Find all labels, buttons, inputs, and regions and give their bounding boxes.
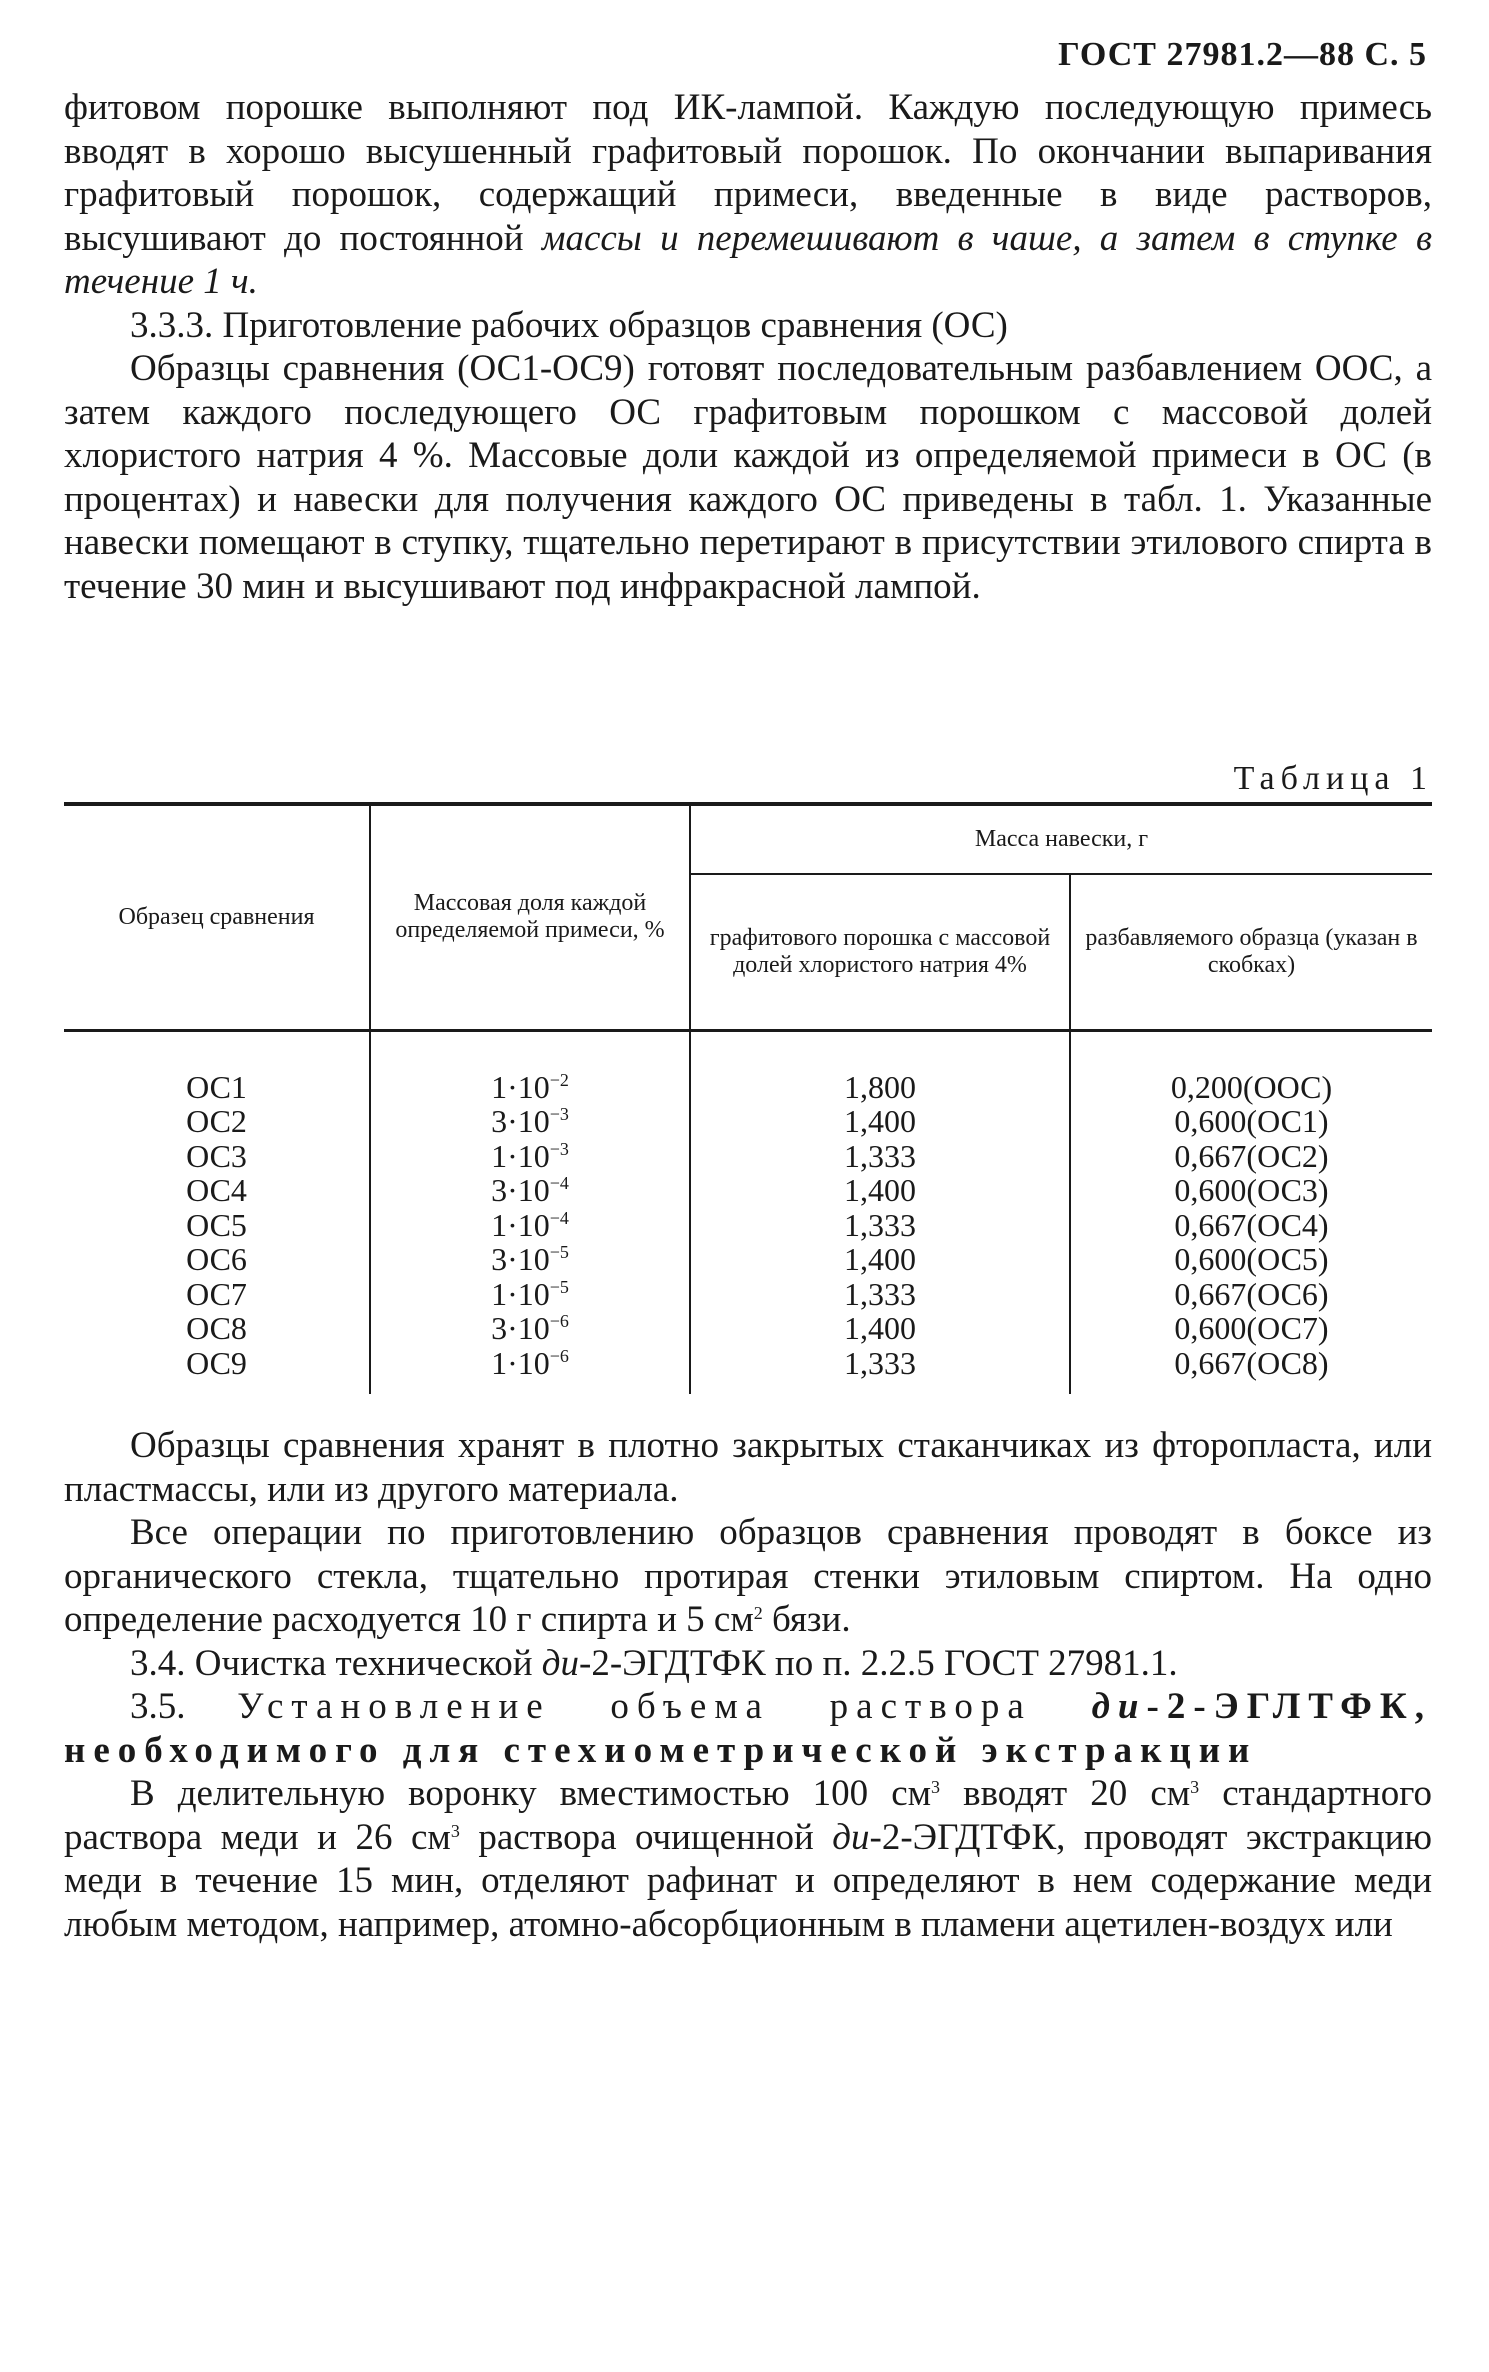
header-fraction: Массовая доля каждой определяемой примеси, %	[370, 804, 690, 1030]
cell-graphite: 1,800	[690, 1030, 1070, 1104]
cell-diluted: 0,667(ОС6)	[1070, 1277, 1432, 1312]
cell-fraction: $1\cdot 10^{-4}$	[370, 1208, 690, 1243]
cell-diluted: 0,600(ОС3)	[1070, 1173, 1432, 1208]
cell-fraction: $3\cdot 10^{-3}$	[370, 1104, 690, 1139]
cell-graphite: 1,400	[690, 1104, 1070, 1139]
operations-paragraph: Все операции по приготовлению образцов сравнения проводят в боксе из органического стекла, тщательно протирая стенки этиловым спиртом. На одно определение расходуется 10 г спирта и 5 $см^2$ бязи.	[64, 1512, 1432, 1640]
table-row	[64, 1030, 1432, 1104]
cell-graphite: 1,333	[690, 1277, 1070, 1312]
cell-graphite: 1,400	[690, 1311, 1070, 1346]
table-1	[64, 802, 1432, 1394]
storage-paragraph: Образцы сравнения хранят в плотно закрытых стаканчиках из фторопласта, или пластмассы, или из другого материала.	[64, 1425, 1432, 1510]
header-diluted: разбавляемого образца (указан в скобках)	[1070, 874, 1432, 1030]
cell-sample: ОС2	[186, 1103, 247, 1139]
cell-graphite: 1,400	[690, 1242, 1070, 1277]
table-row	[64, 1173, 1432, 1208]
table-row	[64, 1104, 1432, 1139]
table-row	[64, 1242, 1432, 1277]
cell-graphite: 1,333	[690, 1139, 1070, 1174]
table-row	[64, 1208, 1432, 1243]
header-mass: Масса навески, г	[690, 804, 1432, 874]
table-row	[64, 1139, 1432, 1174]
cell-fraction: $1\cdot 10^{-6}$	[370, 1346, 690, 1395]
cell-sample: ОС6	[186, 1241, 247, 1277]
cell-fraction: $3\cdot 10^{-6}$	[370, 1311, 690, 1346]
cell-sample: ОС3	[186, 1137, 247, 1174]
comparison-samples-table	[64, 802, 1432, 1394]
table-row	[64, 1277, 1432, 1312]
section-3-4: 3.4. Очистка технической ди-2-ЭГДТФК по п. 2.2.5 ГОСТ 27981.1.	[130, 1642, 1178, 1684]
paragraph-italic-text: массы и перемешивают в чаше, а затем в ступке в течение 1 ч.	[64, 217, 1433, 302]
cell-fraction: $3\cdot 10^{-4}$	[370, 1173, 690, 1208]
section-3-5-heading: 3.5. Установление объема раствора ди-2-ЭГЛТФК, необходимого для стехиометрической экстракции	[64, 1686, 1433, 1771]
table-row	[64, 1346, 1432, 1395]
bottom-text	[64, 1424, 1432, 1946]
cell-graphite: 1,333	[690, 1208, 1070, 1243]
cell-diluted: 0,600(ОС7)	[1070, 1311, 1432, 1346]
cell-sample: ОС4	[186, 1172, 247, 1208]
cell-diluted: 0,200(ООС)	[1070, 1030, 1432, 1104]
cell-fraction: $1\cdot 10^{-2}$	[370, 1030, 690, 1104]
top-text	[64, 86, 1432, 608]
cell-diluted: 0,667(ОС4)	[1070, 1208, 1432, 1243]
section-3-5-text: В делительную воронку вместимостью 100 $см^3$ вводят 20 $см^3$ стандартного раствора меди и 26 $см^3$ раствора очищенной ди-2-ЭГДТФК, проводят экстракцию меди в течение 15 мин, отделяют рафинат и определяют в нем содержание меди любым методом, например, атомно-абсорбционным в пламени ацетилен-воздух или	[64, 1773, 1433, 1945]
cell-diluted: 0,667(ОС8)	[1070, 1346, 1432, 1395]
table-caption: Таблица 1	[1233, 760, 1433, 797]
cell-diluted: 0,600(ОС1)	[1070, 1104, 1432, 1139]
header-sample: Образец сравнения	[64, 804, 370, 1030]
cell-sample: ОС1	[186, 1068, 247, 1105]
section-3-3-3-heading: 3.3.3. Приготовление рабочих образцов сравнения (ОС)	[130, 304, 1008, 346]
cell-sample: ОС7	[186, 1275, 247, 1312]
cell-graphite: 1,400	[690, 1173, 1070, 1208]
cell-fraction: $1\cdot 10^{-5}$	[370, 1277, 690, 1312]
table-row	[64, 1311, 1432, 1346]
cell-fraction: $1\cdot 10^{-3}$	[370, 1139, 690, 1174]
paragraph-continuation	[64, 86, 1432, 304]
header-graphite: графитового порошка с массовой долей хлористого натрия 4%	[690, 874, 1070, 1030]
cell-graphite: 1,333	[690, 1346, 1070, 1395]
paragraph-text: фитовом порошке выполняют под ИК-лампой. Каждую последующую примесь вводят в хорошо высушенный графитовый порошок. По окончании выпаривания графитовый порошок, содержащий примеси, введенные в виде растворов, высушивают до постоянной	[64, 87, 1432, 259]
cell-fraction: $3\cdot 10^{-5}$	[370, 1242, 690, 1277]
section-3-3-3-text: Образцы сравнения (ОС1-ОС9) готовят последовательным разбавлением ООС, а затем каждого последующего ОС графитовым порошком с массовой долей хлористого натрия 4 %. Массовые доли каждой из определяемой примеси в ОС (в процентах) и навески для получения каждого ОС приведены в табл. 1. Указанные навески помещают в ступку, тщательно перетирают в присутствии этилового спирта в течение 30 мин и высушивают под инфракрасной лампой.	[64, 348, 1432, 607]
page-header: ГОСТ 27981.2—88 С. 5	[1058, 36, 1427, 73]
cell-sample: ОС8	[186, 1310, 247, 1346]
cell-sample: ОС9	[186, 1344, 247, 1381]
cell-sample: ОС5	[186, 1206, 247, 1243]
cell-diluted: 0,600(ОС5)	[1070, 1242, 1432, 1277]
cell-diluted: 0,667(ОС2)	[1070, 1139, 1432, 1174]
